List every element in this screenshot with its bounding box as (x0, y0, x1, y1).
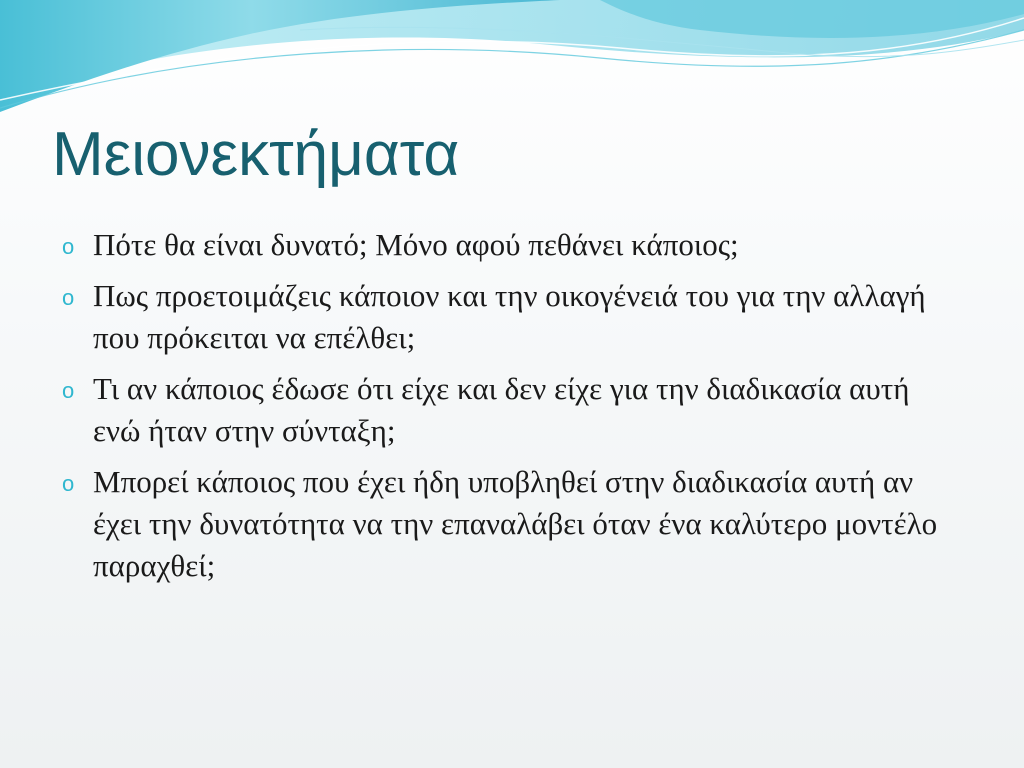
bullet-text: Τι αν κάποιος έδωσε ότι είχε και δεν είχε για την διαδικασία αυτή ενώ ήταν στην σύνταξη; (93, 371, 910, 448)
slide-title: Μειονεκτήματα (52, 120, 460, 189)
bullet-marker: o (62, 285, 75, 310)
bullet-item (62, 224, 962, 266)
wave-header-decoration (0, 0, 1024, 120)
bullet-marker: o (62, 378, 75, 403)
bullet-text: Πως προετοιμάζεις κάποιον και την οικογένειά του για την αλλαγή που πρόκειται να επέλθει; (93, 278, 926, 355)
bullet-item (62, 368, 962, 452)
bullet-text: Πότε θα είναι δυνατό; Μόνο αφού πεθάνει κάποιος; (93, 227, 739, 262)
bullet-list (62, 224, 962, 596)
bullet-item (62, 275, 962, 359)
bullet-item (62, 461, 962, 587)
bullet-marker: o (62, 471, 75, 496)
bullet-text: Μπορεί κάποιος που έχει ήδη υποβληθεί στην διαδικασία αυτή αν έχει την δυνατότητα να την επαναλάβει όταν ένα καλύτερο μοντέλο παραχθεί; (93, 464, 938, 583)
bullet-marker: o (62, 234, 75, 259)
